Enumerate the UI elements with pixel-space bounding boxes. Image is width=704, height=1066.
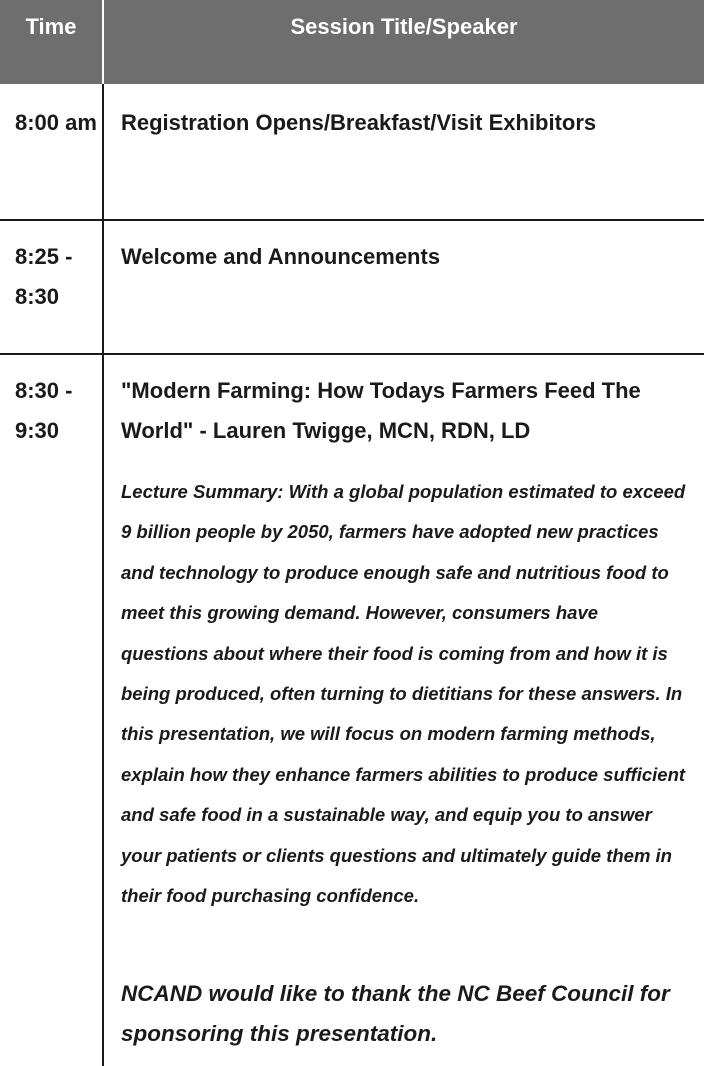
row-3-title: "Modern Farming: How Todays Farmers Feed The World" - Lauren Twigge, MCN, RDN, LD bbox=[121, 378, 641, 443]
sponsor-note: NCAND would like to thank the NC Beef Council for sponsoring this presentation. bbox=[121, 981, 670, 1046]
row-1-title: Registration Opens/Breakfast/Visit Exhibitors bbox=[121, 110, 597, 135]
lecture-summary: Lecture Summary: With a global population estimated to exceed 9 billion people by 2050, farmers have adopted new practices and technology to produce enough safe and nutritious food to meet this growing demand. However, consumers have questions about where their food is coming from and how it is being produced, often turning to dietitians for these answers. In this presentation, we will focus on modern farming methods, explain how they enhance farmers abilities to produce sufficient and safe food in a sustainable way, and equip you to answer your patients or clients questions and ultimately guide them in their food purchasing confidence. bbox=[121, 481, 686, 907]
row-3-time: 8:30 - 9:30 bbox=[15, 378, 73, 443]
row-divider bbox=[0, 219, 704, 221]
table-header bbox=[0, 0, 704, 84]
row-divider bbox=[0, 353, 704, 355]
row-1-time: 8:00 am bbox=[15, 110, 97, 135]
row-2-title: Welcome and Announcements bbox=[121, 244, 441, 269]
header-session-title: Session Title/Speaker bbox=[290, 14, 518, 39]
column-divider bbox=[102, 84, 104, 1066]
header-time: Time bbox=[25, 14, 77, 39]
row-2-time: 8:25 - 8:30 bbox=[15, 244, 73, 309]
